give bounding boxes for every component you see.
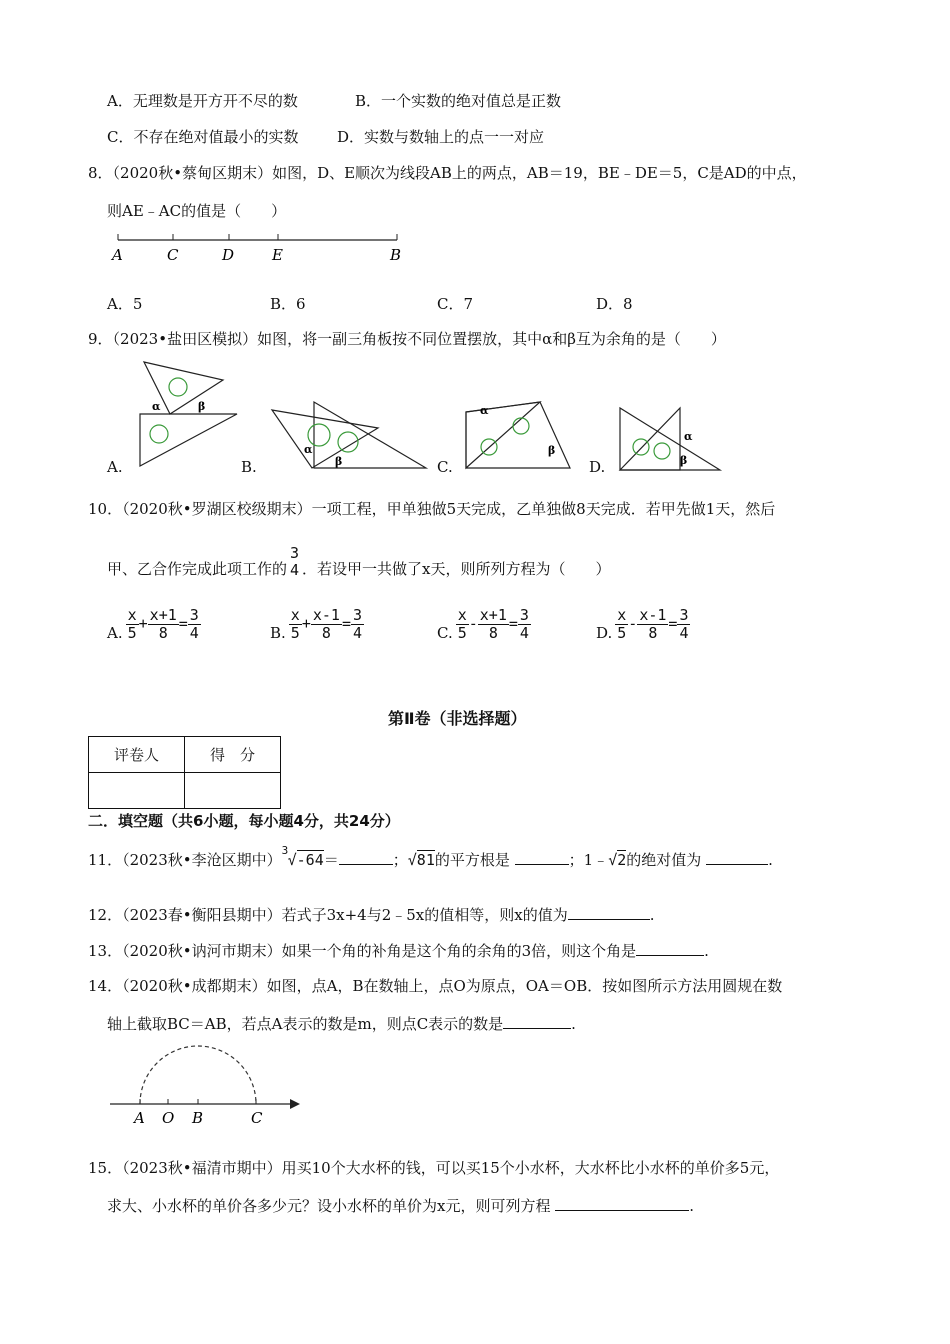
q10-option-c-label: C.	[437, 624, 453, 642]
q9-figure-b	[268, 398, 432, 470]
q14-numberline-diagram	[104, 1044, 304, 1130]
q12-stem: 12．（2023春•衡阳县期中）若式子3x+4与2﹣5x的值相等，则x的值为 .	[88, 906, 655, 924]
q8-option-d: D．8	[596, 295, 633, 313]
q9-d-beta: β	[680, 454, 688, 467]
q9-figure-c	[460, 400, 575, 472]
q10-option-a: A. $\frac{x}{5}$ + $\frac{x+1}{8}$ = $\frac{3}{4}$	[107, 606, 199, 642]
q14-label-b: B	[192, 1109, 204, 1127]
q10-option-b-label: B.	[270, 624, 286, 642]
q10-option-a-label: A.	[107, 624, 123, 642]
q11-prefix: 11．（2023秋•李沧区期中）	[88, 851, 282, 869]
q9-a-beta: β	[198, 400, 206, 413]
q14-blank[interactable]	[503, 1028, 571, 1029]
q9-stem: 9．（2023•盐田区模拟）如图，将一副三角板按不同位置摆放，其中α和β互为余角的是（ ）	[88, 330, 726, 348]
q8-label-b: B	[390, 246, 402, 264]
q7-option-d: D．实数与数轴上的点一一对应	[337, 128, 545, 146]
q11-sqrt-2: √2	[608, 851, 627, 869]
q8-option-a: A．5	[107, 295, 143, 313]
q9-d-alpha: α	[684, 430, 693, 443]
q8-label-d: D	[222, 246, 235, 264]
q9-c-alpha: α	[480, 404, 489, 417]
q10-stem-line1: 10．（2020秋•罗湖区校级期末）一项工程，甲单独做5天完成，乙单独做8天完成．若甲先做1天，然后	[88, 500, 776, 518]
q11-sqrt-81: √81	[407, 851, 435, 869]
score-table-score-cell[interactable]	[185, 773, 281, 809]
q14-label-c: C	[251, 1109, 263, 1127]
q10-option-d-label: D.	[596, 624, 613, 642]
q7-option-c: C．不存在绝对值最小的实数	[107, 128, 299, 146]
q14-stem-line2: 轴上截取BC＝AB，若点A表示的数是m，则点C表示的数是 .	[107, 1015, 576, 1033]
q7-option-a: A．无理数是开方开不尽的数	[107, 92, 298, 110]
score-table-header-grader: 评卷人	[89, 737, 185, 773]
q15-stem-line2: 求大、小水杯的单价各多少元？设小水杯的单价为x元，则可列方程 .	[107, 1197, 695, 1215]
q9-option-c-label: C.	[437, 458, 453, 476]
q15-blank[interactable]	[555, 1210, 689, 1211]
q10-line2-post: ．若设甲一共做了x天，则所列方程为（ ）	[302, 560, 611, 578]
q9-b-beta: β	[335, 455, 343, 468]
q9-option-b-label: B.	[241, 458, 257, 476]
q14-label-a: A	[134, 1109, 145, 1127]
q8-label-c: C	[167, 246, 179, 264]
q15-stem-line1: 15．（2023秋•福清市期中）用买10个大水杯的钱，可以买15个小水杯，大水杯比小水杯的单价多5元，	[88, 1159, 780, 1177]
q13-stem: 13．（2020秋•讷河市期末）如果一个角的补角是这个角的余角的3倍，则这个角是 .	[88, 942, 709, 960]
q9-option-d-label: D.	[589, 458, 606, 476]
q8-option-c: C．7	[437, 295, 474, 313]
q10-option-d: D. $\frac{x}{5}$ - $\frac{x-1}{8}$ = $\frac{3}{4}$	[596, 606, 689, 642]
q10-frac-num: 3	[290, 544, 300, 562]
q9-c-beta: β	[548, 444, 556, 457]
q8-label-e: E	[272, 246, 283, 264]
section2-title: 第Ⅱ卷（非选择题）	[388, 709, 527, 728]
q7-option-b: B．一个实数的绝对值总是正数	[355, 92, 562, 110]
q10-option-c: C. $\frac{x}{5}$ - $\frac{x+1}{8}$ = $\frac{3}{4}$	[437, 606, 529, 642]
q9-option-a-label: A.	[107, 458, 123, 476]
q11-cube-root: 3 √-64	[288, 848, 324, 872]
q8-option-b: B．6	[270, 295, 306, 313]
q11-blank-1[interactable]	[339, 864, 393, 865]
score-table	[88, 736, 281, 809]
score-table-grader-cell[interactable]	[89, 773, 185, 809]
q8-stem-line2: 则AE﹣AC的值是（ ）	[107, 202, 287, 220]
q9-a-alpha: α	[152, 400, 161, 413]
q8-label-a: A	[112, 246, 123, 264]
q8-segment-diagram	[100, 228, 420, 268]
q10-option-b: B. $\frac{x}{5}$ + $\frac{x-1}{8}$ = $\frac{3}{4}$	[270, 606, 363, 642]
q14-label-o: O	[162, 1109, 175, 1127]
q10-fraction	[288, 545, 301, 579]
q10-line2-pre: 甲、乙合作完成此项工作的	[107, 560, 288, 578]
section2-heading: 二．填空题（共6小题，每小题4分，共24分）	[88, 812, 400, 830]
q12-blank[interactable]	[568, 919, 650, 920]
q8-stem-line1: 8．（2020秋•蔡甸区期末）如图，D、E顺次为线段AB上的两点，AB＝19，BE﹣DE＝5，C是AD的中点，	[88, 164, 807, 182]
q9-figure-a	[128, 358, 243, 470]
q10-frac-den: 4	[290, 561, 300, 579]
q14-stem-line1: 14．（2020秋•成都期末）如图，点A，B在数轴上，点O为原点，OA＝OB．按如图所示方法用圆规在数	[88, 977, 783, 995]
q9-figure-d	[612, 404, 724, 474]
score-table-header-score: 得 分	[185, 737, 281, 773]
q10-stem-line2	[107, 545, 611, 579]
q9-b-alpha: α	[304, 443, 313, 456]
q13-blank[interactable]	[636, 955, 704, 956]
q10-a-frac1: $\frac{x}{5}$	[127, 606, 137, 642]
q11-cube-index: 3	[281, 844, 289, 857]
q11-stem: 11．（2023秋•李沧区期中） 3 √-64＝ ；√81的平方根是 ；1﹣√2的绝对值为 .	[88, 848, 773, 872]
q11-blank-3[interactable]	[706, 864, 768, 865]
q11-blank-2[interactable]	[515, 864, 569, 865]
